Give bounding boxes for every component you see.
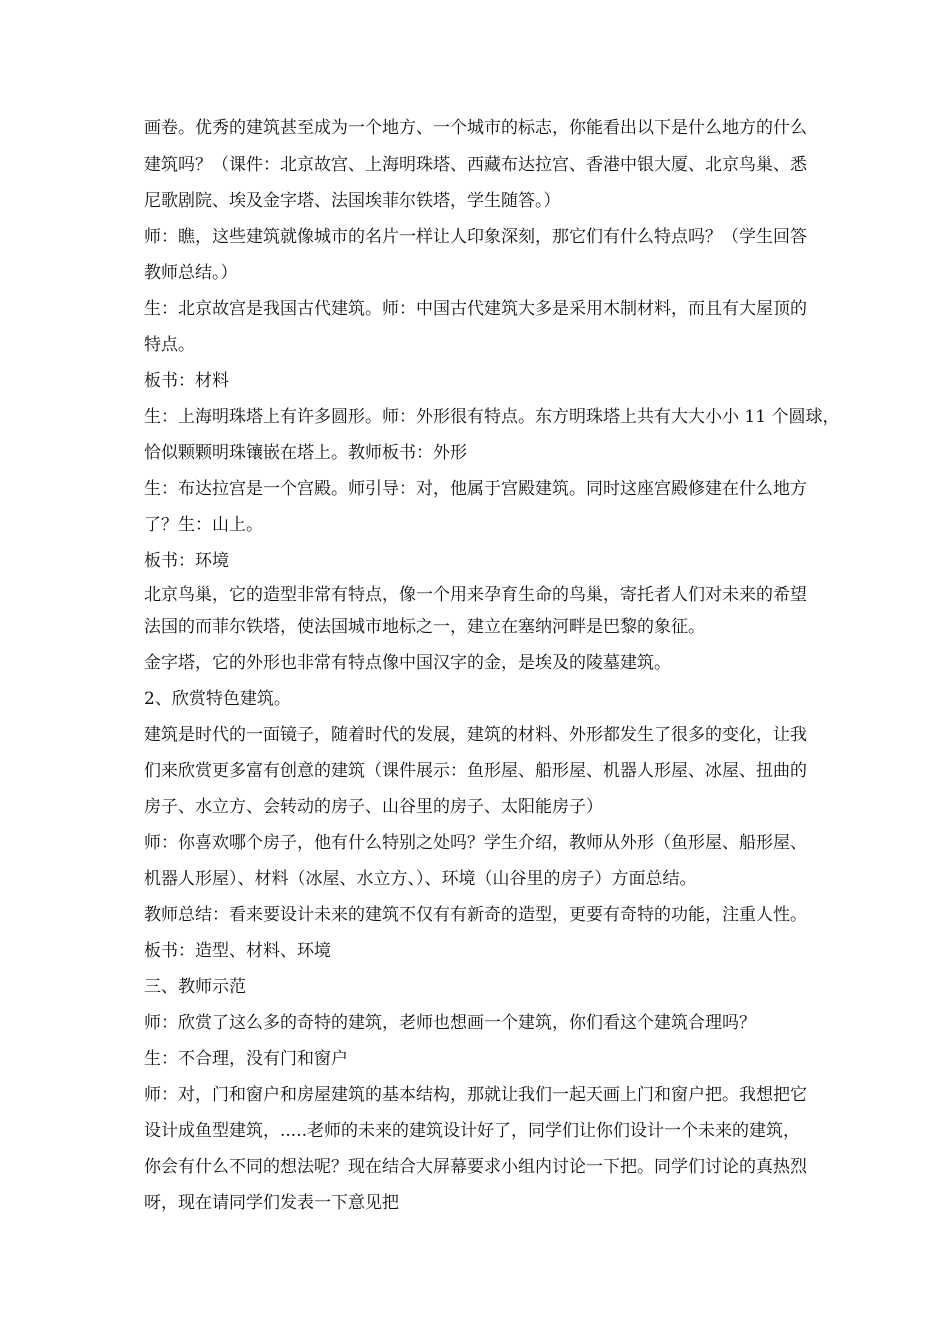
text-line: 北京鸟巢，它的造型非常有特点，像一个用来孕育生命的鸟巢，寄托者人们对未来的希望 xyxy=(144,585,807,605)
text-line: 了？生：山上。 xyxy=(144,515,263,535)
text-line: 们来欣赏更多富有创意的建筑（课件展示：鱼形屋、船形屋、机器人形屋、冰屋、扭曲的 xyxy=(144,761,807,781)
text-line: 房子、水立方、会转动的房子、山谷里的房子、太阳能房子） xyxy=(144,797,603,817)
text-line: 板书：造型、材料、环境 xyxy=(144,941,331,961)
text-line: 呀，现在请同学们发表一下意见把 xyxy=(144,1193,399,1213)
text-line: 设计成鱼型建筑，.....老师的未来的建筑设计好了，同学们让你们设计一个未来的建筑， xyxy=(144,1121,801,1141)
text-line: 机器人形屋）、材料（冰屋、水立方、）、环境（山谷里的房子）方面总结。 xyxy=(144,869,697,889)
text-line: 教师总结：看来要设计未来的建筑不仅有有新奇的造型，更要有奇特的功能，注重人性。 xyxy=(144,905,807,925)
text-line: 师：你喜欢哪个房子，他有什么特别之处吗？学生介绍，教师从外形（鱼形屋、船形屋、 xyxy=(144,833,807,853)
text-line: 法国的而菲尔铁塔，使法国城市地标之一，建立在塞纳河畔是巴黎的象征。 xyxy=(144,617,705,637)
text-line: 你会有什么不同的想法呢？现在结合大屏幕要求小组内讨论一下把。同学们讨论的真热烈 xyxy=(144,1157,807,1177)
text-line: 生：北京故宫是我国古代建筑。师：中国古代建筑大多是采用木制材料，而且有大屋顶的 xyxy=(144,299,807,319)
text-line: 板书：材料 xyxy=(144,371,229,391)
text-line: 生：不合理，没有门和窗户 xyxy=(144,1049,348,1069)
text-line: 建筑吗？（课件：北京故宫、上海明珠塔、西藏布达拉宫、香港中银大厦、北京鸟巢、悉 xyxy=(144,155,807,175)
text-line: 特点。 xyxy=(144,335,195,355)
text-line: 金字塔，它的外形也非常有特点像中国汉字的金，是埃及的陵墓建筑。 xyxy=(144,653,671,673)
text-line: 师：对，门和窗户和房屋建筑的基本结构，那就让我们一起天画上门和窗户把。我想把它 xyxy=(144,1085,807,1105)
text-line: 教师总结。） xyxy=(144,263,238,283)
text-line: 板书：环境 xyxy=(144,551,229,571)
text-line: 师：瞧，这些建筑就像城市的名片一样让人印象深刻，那它们有什么特点吗？（学生回答 xyxy=(144,227,807,247)
text-line: 恰似颗颗明珠镶嵌在塔上。教师板书：外形 xyxy=(144,443,467,463)
text-line: 建筑是时代的一面镜子，随着时代的发展，建筑的材料、外形都发生了很多的变化，让我 xyxy=(144,725,807,745)
text-line: 三、教师示范 xyxy=(144,977,246,997)
text-line: 生：上海明珠塔上有许多圆形。师：外形很有特点。东方明珠塔上共有大大小小 11 个圆球， xyxy=(144,407,840,427)
text-line: 生：布达拉宫是一个宫殿。师引导：对，他属于宫殿建筑。同时这座宫殿修建在什么地方 xyxy=(144,479,807,499)
text-line: 尼歌剧院、埃及金字塔、法国埃菲尔铁塔，学生随答。） xyxy=(144,191,561,211)
text-line: 画卷。优秀的建筑甚至成为一个地方、一个城市的标志，你能看出以下是什么地方的什么 xyxy=(144,118,807,138)
text-line: 师：欣赏了这么多的奇特的建筑，老师也想画一个建筑，你们看这个建筑合理吗？ xyxy=(144,1013,756,1033)
text-line: 2、欣赏特色建筑。 xyxy=(144,689,291,709)
